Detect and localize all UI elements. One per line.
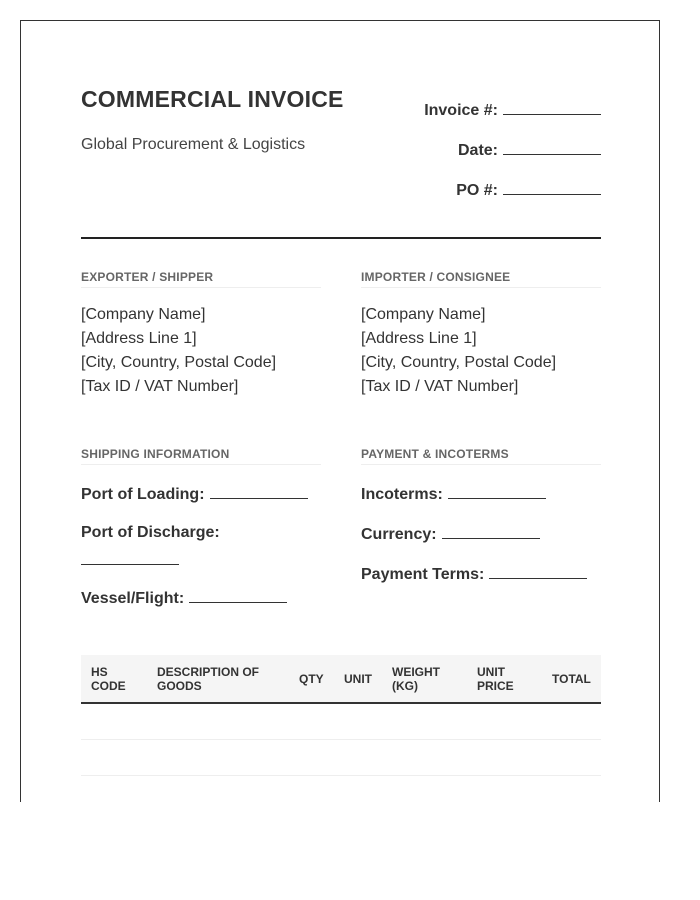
vessel-flight-blank[interactable] <box>189 588 287 603</box>
port-of-loading-blank[interactable] <box>210 484 308 499</box>
column-header-text: DESCRIPTION OF <box>157 665 260 679</box>
port-of-discharge-blank[interactable] <box>81 564 179 565</box>
importer-line: [Company Name] <box>361 306 486 323</box>
column-header-text: UNIT <box>477 665 505 679</box>
vessel-flight-field[interactable] <box>81 588 287 608</box>
column-header-unit-price <box>477 665 514 693</box>
table-row[interactable] <box>81 704 601 740</box>
date-blank[interactable] <box>503 140 601 155</box>
column-header-text: PRICE <box>477 679 514 693</box>
port-of-discharge-field[interactable] <box>81 524 220 542</box>
exporter-line: [Tax ID / VAT Number] <box>81 378 239 395</box>
payment-terms-blank[interactable] <box>489 564 587 579</box>
vessel-flight-label: Vessel/Flight: <box>81 590 185 607</box>
currency-blank[interactable] <box>442 524 540 539</box>
invoice-title: COMMERCIAL INVOICE <box>81 86 344 112</box>
incoterms-field[interactable] <box>361 484 546 504</box>
column-header-text: (KG) <box>392 679 418 693</box>
exporter-line: [Address Line 1] <box>81 330 197 347</box>
column-header-text: HS <box>91 665 108 679</box>
company-subtitle: Global Procurement & Logistics <box>81 136 306 153</box>
column-header-text: GOODS <box>157 679 202 693</box>
importer-line: [City, Country, Postal Code] <box>361 354 557 371</box>
currency-field[interactable] <box>361 524 540 544</box>
exporter-line: [Company Name] <box>81 306 206 323</box>
invoice-number-label: Invoice #: <box>424 102 498 119</box>
currency-label: Currency: <box>361 526 437 543</box>
po-number-field[interactable] <box>456 180 601 200</box>
port-of-loading-field[interactable] <box>81 484 308 504</box>
invoice-number-field[interactable] <box>424 100 601 120</box>
payment-terms-label: Payment Terms: <box>361 566 485 583</box>
column-header-text: UNIT <box>344 672 372 686</box>
column-header-weight <box>392 665 440 693</box>
goods-table <box>81 655 601 776</box>
column-header-hs-code <box>91 665 126 693</box>
shipping-heading: SHIPPING INFORMATION <box>81 447 321 465</box>
incoterms-label: Incoterms: <box>361 486 443 503</box>
exporter-line: [City, Country, Postal Code] <box>81 354 277 371</box>
column-header-text: WEIGHT <box>392 665 440 679</box>
port-of-loading-label: Port of Loading: <box>81 486 205 503</box>
column-header-description <box>157 665 259 693</box>
port-of-discharge-label: Port of Discharge: <box>81 524 220 541</box>
po-number-label: PO #: <box>456 182 498 199</box>
payment-terms-field[interactable] <box>361 564 587 584</box>
importer-line: [Address Line 1] <box>361 330 477 347</box>
column-header-text: CODE <box>91 679 126 693</box>
payment-heading: PAYMENT & INCOTERMS <box>361 447 601 465</box>
importer-heading: IMPORTER / CONSIGNEE <box>361 270 601 288</box>
column-header-unit <box>344 672 372 686</box>
exporter-heading: EXPORTER / SHIPPER <box>81 270 321 288</box>
column-header-qty <box>299 672 324 686</box>
po-number-blank[interactable] <box>503 180 601 195</box>
table-header <box>81 655 601 704</box>
exporter-address <box>81 303 276 399</box>
incoterms-blank[interactable] <box>448 484 546 499</box>
table-row[interactable] <box>81 740 601 776</box>
importer-address <box>361 303 556 399</box>
column-header-total <box>552 672 591 686</box>
column-header-text: TOTAL <box>552 672 591 686</box>
invoice-number-blank[interactable] <box>503 100 601 115</box>
date-label: Date: <box>457 142 498 159</box>
date-field[interactable] <box>458 140 601 160</box>
column-header-text: QTY <box>299 672 324 686</box>
header-divider <box>81 237 601 239</box>
importer-line: [Tax ID / VAT Number] <box>361 378 519 395</box>
